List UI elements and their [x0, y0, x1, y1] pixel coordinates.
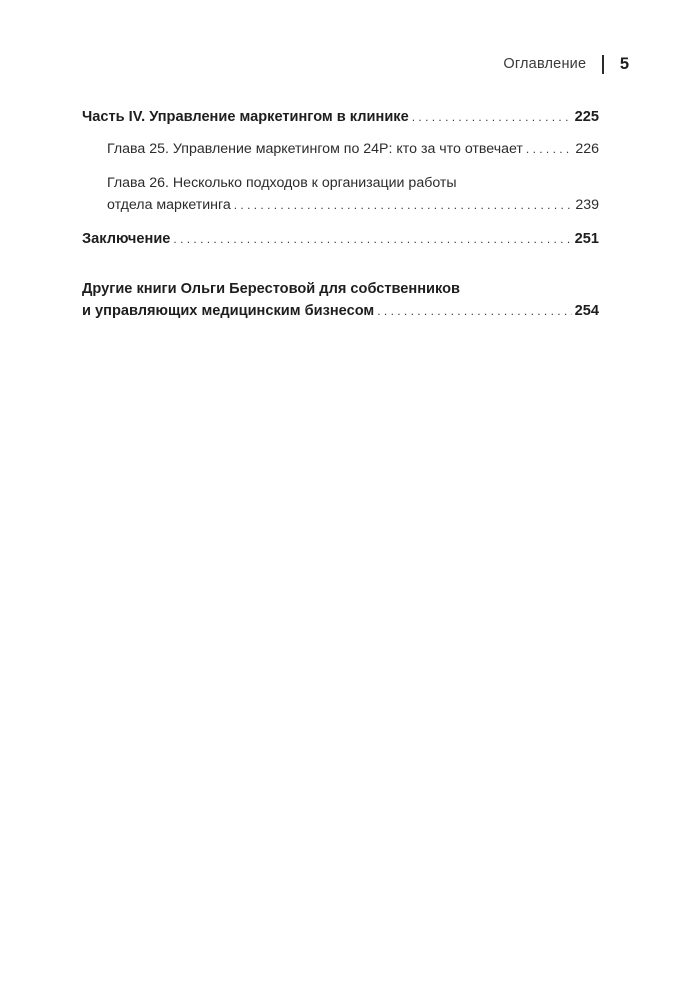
toc-entry-other-books[interactable] [82, 278, 599, 322]
header-page-number: 5 [619, 54, 629, 73]
header-section-title: Оглавление [503, 56, 587, 72]
toc-entry-title-line-1: Глава 26. Несколько подходов к организации работы [107, 175, 457, 191]
dot-leader [173, 228, 571, 250]
toc-entry-chapter-25[interactable] [82, 138, 599, 160]
dot-leader [377, 300, 571, 322]
running-header [503, 52, 629, 76]
toc-entry-conclusion[interactable] [82, 228, 599, 250]
toc-entry-page: 226 [575, 141, 599, 157]
header-separator [602, 55, 604, 74]
dot-leader [234, 194, 573, 216]
dot-leader [412, 106, 572, 128]
toc-entry-title: Заключение [82, 231, 171, 247]
toc-entry-title-line-1: Другие книги Ольги Берестовой для собственников [82, 281, 461, 297]
dot-leader [526, 138, 572, 160]
toc-entry-page: 251 [574, 231, 599, 247]
toc-entry-page: 239 [575, 197, 599, 213]
toc-entry-page: 225 [574, 109, 599, 125]
toc-entry-title: Глава 25. Управление маркетингом по 24P: кто за что отвечает [107, 141, 523, 157]
toc-entry-chapter-26[interactable] [82, 172, 599, 216]
toc-entry-page: 254 [574, 303, 599, 319]
toc-entry-part-4[interactable] [82, 106, 599, 128]
toc-entry-title-line-2: и управляющих медицинским бизнесом [82, 303, 375, 319]
toc-entry-title-line-2: отдела маркетинга [107, 197, 231, 213]
toc-entry-title: Часть IV. Управление маркетингом в клинике [82, 109, 409, 125]
table-of-contents [82, 106, 599, 332]
